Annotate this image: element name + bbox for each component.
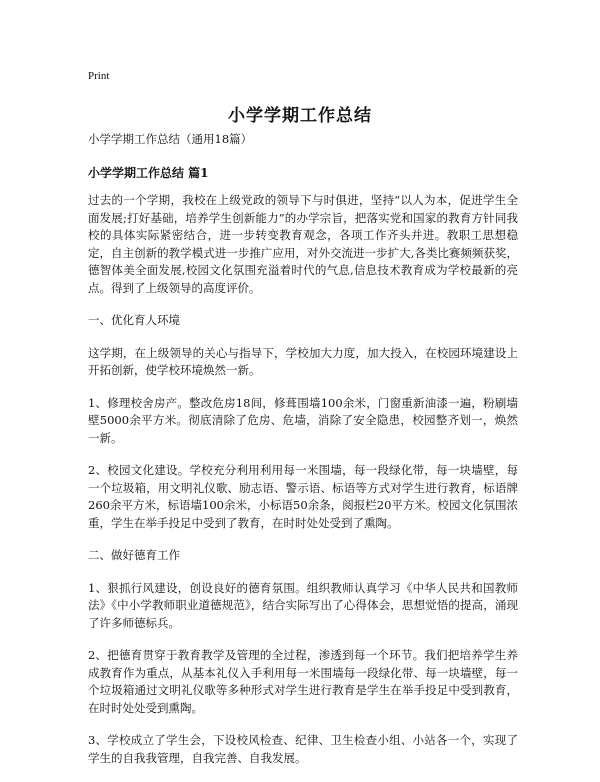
paragraph-moral-process: 2、把德育贯穿于教育教学及管理的全过程，渗透到每一个环节。我们把培养学生养成教育作为重点，从基本礼仪入手利用每一米围墙每一段绿化带、每一块墙壁，每一个垃圾箱通过文明礼仪歌等多种形式对学生进行教育是学生在举手投足中受到教育，在时时处处受到熏陶。 [88, 648, 518, 715]
document-title: 小学学期工作总结 [228, 106, 372, 126]
paragraph-repair: 1、修理校舍房产。整改危房18间，修葺围墙100余米，门窗重新油漆一遍，粉刷墙壁5000余平方米。彻底清除了危房、危墙，消除了安全隐患，校园整齐划一，焕然一新。 [88, 395, 518, 445]
print-label: Print [88, 70, 110, 82]
paragraph-intro: 过去的一个学期，我校在上级党政的领导下与时俱进，坚持“以人为本，促进学生全面发展;打好基础，培养学生创新能力”的办学宗旨，把落实党和国家的教育方针同我校的具体实际紧密结合，进一步转变教育观念，各项工作齐头并进。教职工思想稳定，自主创新的教学模式进一步推广应用，对外交流进一步扩大,各类比赛频频获奖，德智体美全面发展,校园文化氛围充溢着时代的气息,信息技术教育成为学校最新的亮点。得到了上级领导的高度评价。 [88, 193, 518, 295]
paragraph-environment-intro: 这学期，在上级领导的关心与指导下，学校加大力度，加大投入，在校园环境建设上开拓创新，使学校环境焕然一新。 [88, 345, 518, 377]
section-heading: 小学学期工作总结 篇1 [88, 165, 209, 180]
document-body [88, 131, 518, 782]
paragraph-conduct: 1、狠抓行风建设，创设良好的德育氛围。组织教师认真学习《中华人民共和国教师法》《中小学教师职业道德规范》，结合实际写出了心得体会，思想觉悟的提高，涌现了许多师德标兵。 [88, 580, 518, 630]
document-subtitle: 小学学期工作总结（通用18篇） [88, 132, 253, 146]
heading-environment: 一、优化育人环境 [88, 313, 180, 327]
heading-moral-education: 二、做好德育工作 [88, 548, 180, 562]
paragraph-student-union: 3、学校成立了学生会，下设校风检查、纪律、卫生检查小组、小站各一个，实现了学生的自我我管理，自我完善、自我发展。 [88, 733, 518, 765]
paragraph-culture: 2、校园文化建设。学校充分利用利用每一米围墙，每一段绿化带，每一块墙壁，每一个垃圾箱，用文明礼仪歌、励志语、警示语、标语等方式对学生进行教育，标语牌260余平方米，标语墙100余米，小标语50余条，阅报栏20平方米。校园文化氛围浓重，学生在举手投足中受到了教育，在时时处处受到了熏陶。 [88, 463, 518, 530]
